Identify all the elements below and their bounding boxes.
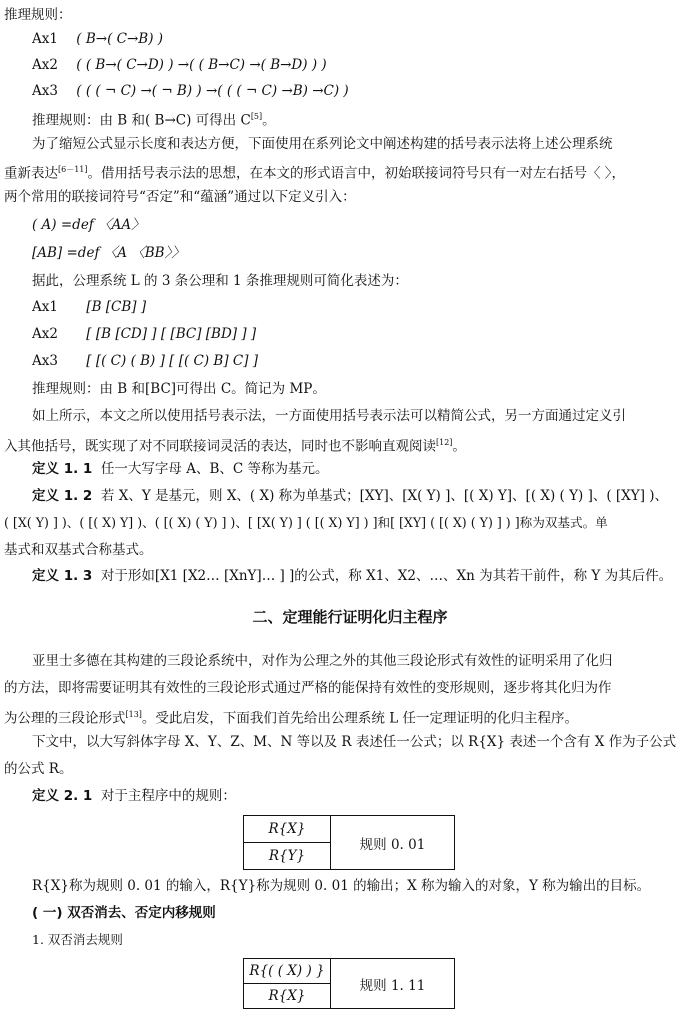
definition-text: 基式和双基式合称基式。	[4, 542, 153, 558]
subsection-heading: ( 一) 双否消去、否定内移规则	[32, 905, 216, 921]
definition-text: 对于形如[X1 [X2… [XnY]… ] ]的公式，称 X1、X2、…、Xn 为其若干前件，称 Y 为其后件。	[100, 568, 673, 584]
paragraph-line: 的方法，即将需要证明其有效性的三段论形式通过严格的能保持有效性的变形规则，逐步将其化归为作	[4, 680, 612, 696]
axiom-label: Ax3	[32, 353, 58, 369]
section-heading: 二、定理能行证明化归主程序	[252, 608, 448, 626]
definition-2-1	[32, 787, 236, 805]
paragraph-line: R{X}称为规则 0. 01 的输入，R{Y}称为规则 0. 01 的输出；X 称为输入的对象，Y 称为输出的目标。	[32, 878, 651, 894]
paragraph-line	[4, 161, 625, 183]
paragraph-line: 的公式 R。	[4, 761, 73, 777]
paragraph-line: 下文中，以大写斜体字母 X、Y、Z、M、N 等以及 R 表述任一公式；以 R{X} 表述一个含有 X 作为子公式	[32, 734, 677, 750]
rule-input: R{X}	[244, 816, 331, 843]
subsubsection-heading: 1. 双否消去规则	[32, 932, 123, 947]
definition-1-2	[32, 487, 668, 505]
paragraph-text: 。受此启发，下面我们首先给出公理系统 L 任一定理证明的化归主程序。	[141, 710, 578, 727]
citation: [12]	[436, 438, 453, 447]
citation: [6－11]	[58, 165, 88, 174]
mp-rule: 推理规则：由 B 和[BC]可得出 C。简记为 MP。	[32, 381, 326, 397]
definition-1-3	[32, 567, 672, 585]
axiom-line	[32, 82, 349, 100]
paragraph-line: 为了缩短公式显示长度和表达方便，下面使用在系列论文中阐述构建的括号表示法将上述公理系统	[32, 136, 613, 152]
rule-output: R{Y}	[244, 843, 331, 870]
definition-formula: [AB] =def 〈A 〈BB〉〉	[32, 245, 185, 261]
paragraph-text: 入其他括号，既实现了对不同联接词灵活的表达，同时也不影响直观阅读	[4, 438, 436, 455]
definition-text: 对于主程序中的规则：	[100, 788, 236, 804]
paragraph-text: 。	[452, 438, 466, 455]
paragraph-line: 如上所示，本文之所以使用括号表示法，一方面使用括号表示法可以精简公式，另一方面通过定义引	[32, 408, 626, 424]
axiom-label: Ax3	[32, 83, 58, 99]
inference-rule	[32, 108, 276, 130]
definition-formula: ( A) =def 〈AA〉	[32, 217, 145, 233]
axiom-formula: [ [( C) ( B) ] [ [( C) B] C] ]	[86, 353, 259, 369]
rule-name: 规则 0. 01	[331, 816, 455, 870]
paragraph-line	[4, 706, 578, 728]
inference-rule-text: 推理规则：由 B 和( B→C) 可得出 C	[32, 112, 251, 129]
paragraph-line: 亚里士多德在其构建的三段论系统中，对作为公理之外的其他三段论形式有效性的证明采用了化归	[32, 653, 613, 669]
inference-rule-end: 。	[262, 112, 276, 129]
citation: [5]	[250, 112, 263, 121]
axiom-formula: [B [CB] ]	[86, 299, 147, 315]
axiom-formula: ( B→( C→B) )	[76, 31, 164, 47]
axiom-formula: ( ( ( ¬ C) →( ¬ B) ) →( ( ( ¬ C) →B) →C) )	[76, 83, 349, 99]
axiom-label: Ax1	[32, 31, 58, 47]
definition-label: 定义 1. 1	[32, 461, 93, 477]
axiom-line	[32, 298, 146, 316]
paragraph-text: 为公理的三段论形式	[4, 710, 126, 727]
definition-label: 定义 2. 1	[32, 788, 93, 804]
rule-output: R{X}	[244, 984, 331, 1009]
definition-text: 任一大写字母 A、B、C 等称为基元。	[100, 461, 329, 477]
axiom-line	[32, 56, 327, 74]
paragraph-text: 重新表达	[4, 165, 58, 182]
definition-text: ( [X( Y) ] )、( [( X) Y] )、( [( X) ( Y) ] )、[ [X( Y) ] ( [( X) Y] ) ]和[ [XY] ( [( X) ( Y) ] ) ]称为双基式。单	[4, 515, 608, 530]
axiom-line	[32, 325, 256, 343]
rule-name: 规则 1. 11	[331, 959, 455, 1009]
axiom-line	[32, 352, 258, 370]
citation: [13]	[125, 710, 142, 719]
paragraph-text: 。借用括号表示法的思想，在本文的形式语言中，初始联接词符号只有一对左右括号〈 〉，	[87, 165, 626, 182]
paragraph-line: 据此，公理系统 L 的 3 条公理和 1 条推理规则可简化表述为：	[32, 273, 408, 289]
definition-1-1	[32, 460, 329, 478]
definition-label: 定义 1. 2	[32, 488, 93, 504]
paragraph-line	[4, 434, 466, 456]
rule-table-001	[243, 815, 455, 870]
definition-label: 定义 1. 3	[32, 568, 93, 584]
axiom-formula: [ [B [CD] ] [ [BC] [BD] ] ]	[86, 326, 257, 342]
axiom-formula: ( ( B→( C→D) ) →( ( B→C) →( B→D) ) )	[76, 57, 327, 73]
rule-table-111	[243, 958, 455, 1009]
definition-text: 若 X、Y 是基元，则 X、( X) 称为单基式；[XY]、[X( Y) ]、[( X) Y]、[( X) ( Y) ]、( [XY] )、	[100, 488, 669, 504]
axiom-line	[32, 30, 163, 48]
paragraph-line: 两个常用的联接词符号“否定”和“蕴涵”通过以下定义引入：	[4, 189, 356, 205]
axiom-label: Ax2	[32, 57, 58, 73]
axiom-label: Ax2	[32, 326, 58, 342]
rules-heading: 推理规则：	[4, 7, 72, 23]
axiom-label: Ax1	[32, 299, 58, 315]
rule-input: R{( ( X) ) }	[244, 959, 331, 984]
